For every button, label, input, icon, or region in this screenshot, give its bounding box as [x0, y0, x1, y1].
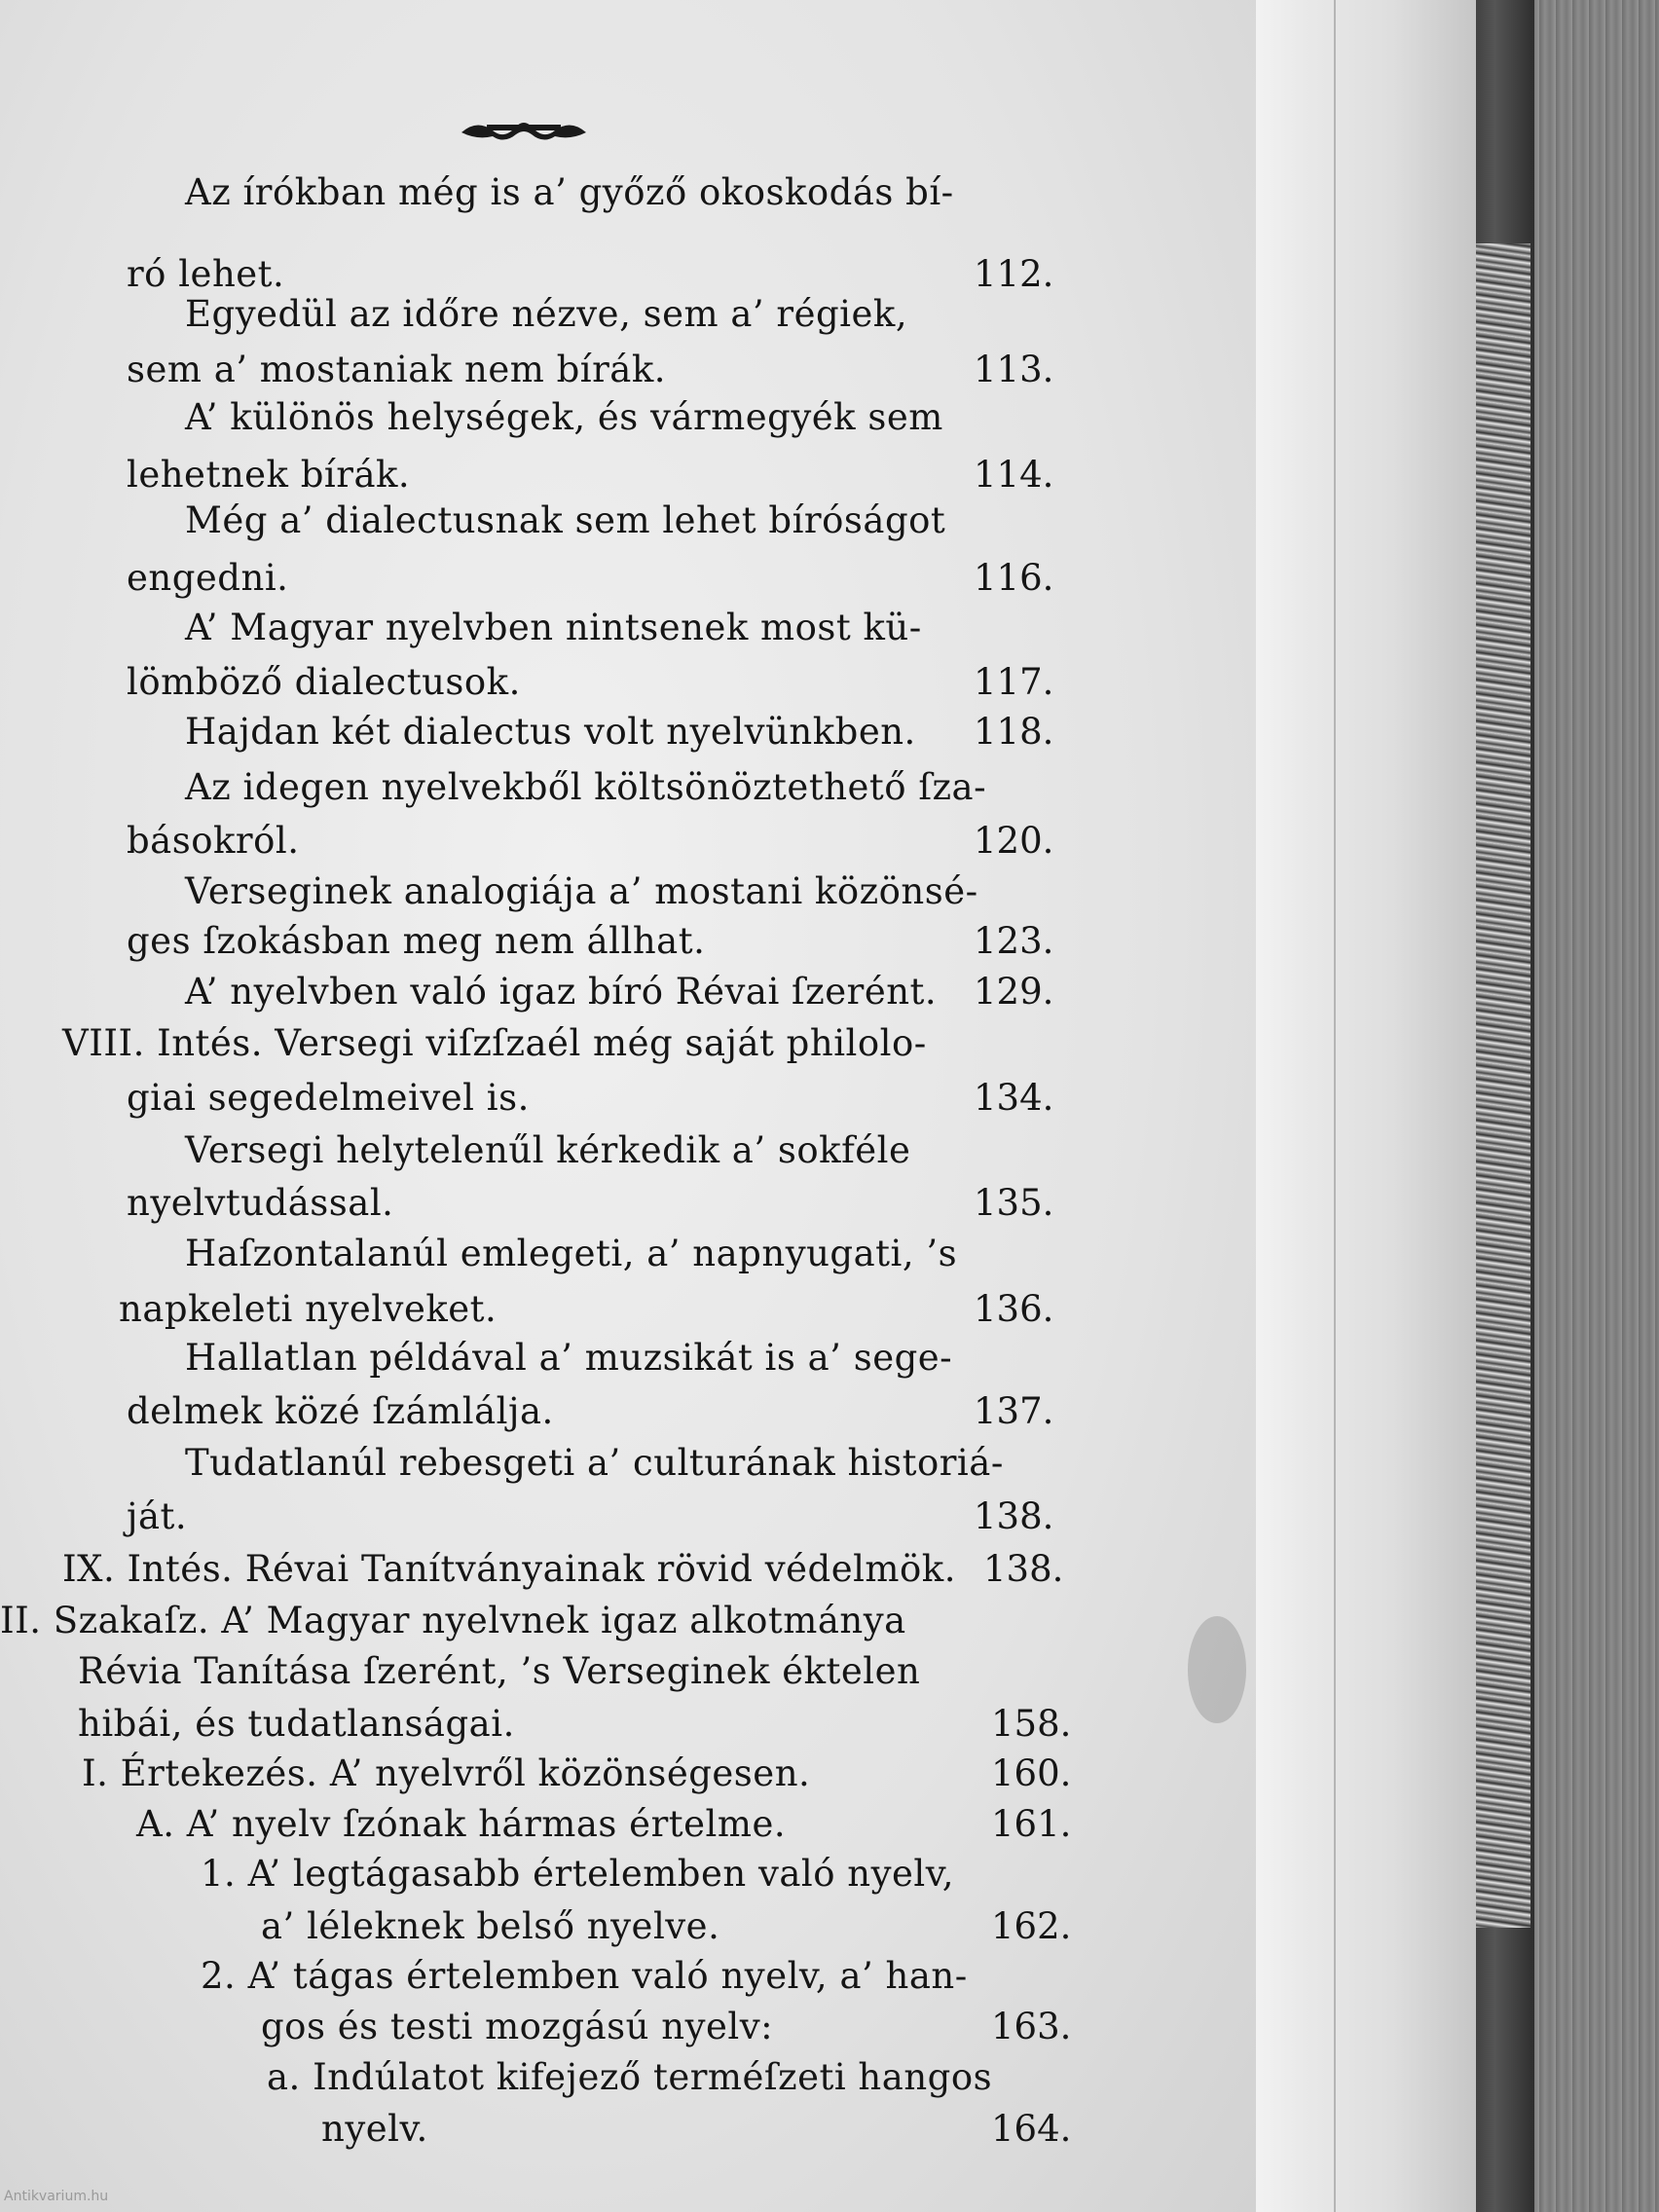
toc-line: IX. Intés. Révai Tanítványainak rövid védelmök. — [62, 1548, 956, 1590]
toc-page-number: 129. — [974, 971, 1054, 1013]
toc-line: a. Indúlatot kifejező terméſzeti hangos — [267, 2056, 993, 2098]
toc-line: ges ſzokásban meg nem állhat. — [127, 920, 706, 962]
toc-page-number: 138. — [983, 1548, 1064, 1590]
toc-line: sem a’ mostaniak nem bírák. — [127, 349, 667, 390]
toc-line: Egyedül az időre nézve, sem a’ régiek, — [185, 293, 908, 335]
toc-line: Hajdan két dialectus volt nyelvünkben. — [185, 711, 916, 753]
toc-line: Tudatlanúl rebesgeti a’ culturának historiá- — [185, 1442, 1004, 1484]
toc-line: ró lehet. — [127, 253, 285, 295]
ornament-icon — [458, 115, 590, 144]
toc-page-number: 112. — [974, 253, 1054, 295]
toc-page-number: 135. — [974, 1182, 1054, 1224]
toc-line: 1. A’ legtágasabb értelemben való nyelv, — [201, 1853, 955, 1895]
toc-line: giai segedelmeivel is. — [127, 1077, 530, 1119]
toc-line: lehetnek bírák. — [127, 454, 411, 496]
toc-page-number: 118. — [974, 711, 1054, 753]
toc-page-number: 138. — [974, 1495, 1054, 1537]
toc-page-number: 120. — [974, 820, 1054, 862]
toc-line: Versegi helytelenűl kérkedik a’ sokféle — [185, 1129, 911, 1171]
toc-page-number: 161. — [991, 1803, 1072, 1845]
toc-line: engedni. — [127, 557, 289, 599]
toc-line: A’ Magyar nyelvben nintsenek most kü- — [185, 607, 922, 648]
toc-page-number: 134. — [974, 1077, 1054, 1119]
page-stack — [1246, 0, 1476, 2212]
toc-line: Az írókban még is a’ győző okoskodás bí- — [185, 171, 954, 213]
toc-page-number: 137. — [974, 1390, 1054, 1432]
toc-line: Az idegen nyelvekből költsönöztethető ſza- — [185, 766, 987, 808]
toc-line: lömböző dialectusok. — [127, 661, 521, 703]
toc-line: Még a’ dialectusnak sem lehet bíróságot — [185, 499, 946, 541]
toc-page-number: 164. — [991, 2108, 1072, 2150]
toc-line: a’ léleknek belső nyelve. — [261, 1905, 720, 1947]
toc-line: hibái, és tudatlanságai. — [78, 1703, 515, 1745]
toc-line: Verseginek analogiája a’ mostani közönsé- — [185, 870, 978, 912]
toc-page-number: 116. — [974, 557, 1054, 599]
toc-page-number: 117. — [974, 661, 1054, 703]
page-stack-line — [1334, 0, 1336, 2212]
toc-line: delmek közé ſzámlálja. — [127, 1390, 554, 1432]
toc-page-number: 163. — [991, 2006, 1072, 2047]
toc-line: 2. A’ tágas értelemben való nyelv, a’ han- — [201, 1955, 968, 1997]
toc-line: VIII. Intés. Versegi viſzſzaél még saját philolo- — [62, 1022, 927, 1064]
toc-line: II. Szakaſz. A’ Magyar nyelvnek igaz alkotmánya — [0, 1600, 906, 1641]
paper-stain — [1188, 1616, 1246, 1723]
toc-line: ját. — [127, 1495, 188, 1537]
toc-line: napkeleti nyelveket. — [119, 1288, 498, 1330]
toc-page-number: 123. — [974, 920, 1054, 962]
toc-page-number: 162. — [991, 1905, 1072, 1947]
toc-page-number: 114. — [974, 454, 1054, 496]
watermark: Antikvarium.hu — [4, 2189, 109, 2204]
toc-line: básokról. — [127, 820, 300, 862]
toc-line: A’ nyelvben való igaz bíró Révai ſzerént. — [185, 971, 938, 1013]
toc-line: Haſzontalanúl emlegeti, a’ napnyugati, ’s — [185, 1233, 958, 1274]
toc-line: nyelvtudással. — [127, 1182, 394, 1224]
toc-line: nyelv. — [321, 2108, 428, 2150]
toc-line: I. Értekezés. A’ nyelvről közönségesen. — [82, 1752, 811, 1794]
toc-line: A. A’ nyelv ſzónak hármas értelme. — [136, 1803, 787, 1845]
toc-line: Hallatlan példával a’ muzsikát is a’ sege- — [185, 1337, 953, 1379]
toc-line: gos és testi mozgású nyelv: — [261, 2006, 774, 2047]
toc-page-number: 136. — [974, 1288, 1054, 1330]
toc-page-number: 113. — [974, 349, 1054, 390]
marbled-page-edge — [1472, 243, 1530, 1928]
toc-page-number: 158. — [991, 1703, 1072, 1745]
toc-page-number: 160. — [991, 1752, 1072, 1794]
toc-line: Révia Tanítása ſzerént, ’s Verseginek éktelen — [78, 1650, 921, 1692]
toc-line: A’ különös helységek, és vármegyék sem — [185, 396, 943, 438]
